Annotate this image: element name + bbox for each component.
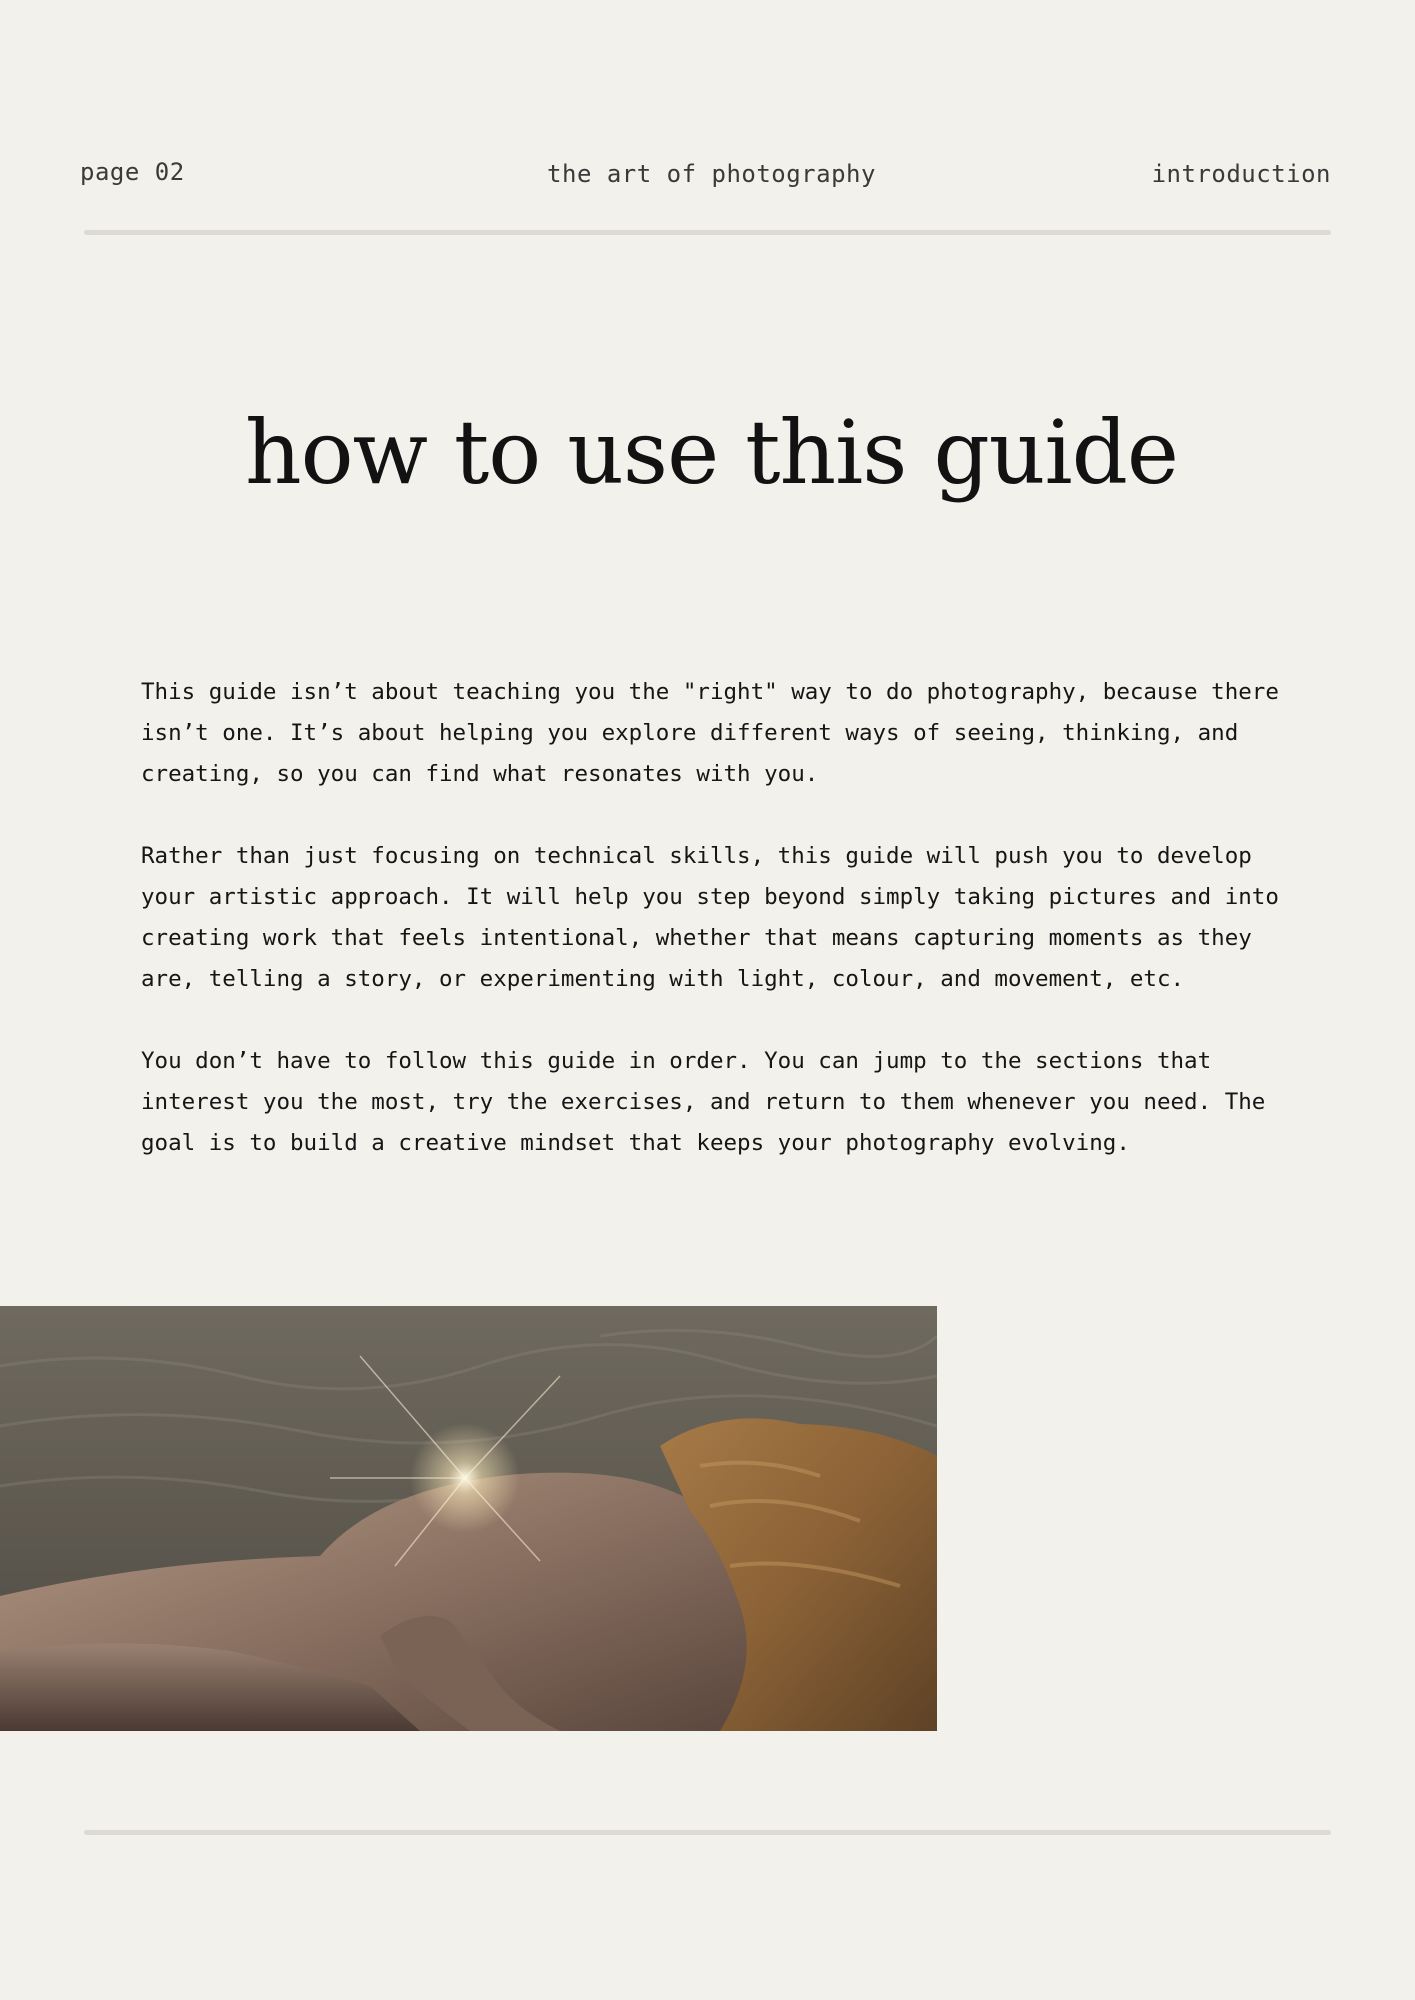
page-heading: how to use this guide — [244, 401, 1179, 504]
paragraph-order: You don’t have to follow this guide in order. You can jump to the sections that interest you the most, try the exercises, and return to them whenever you need. The goal is to build a creative mindset that keeps your photography evolving. — [141, 1048, 1266, 1156]
paragraph-intro: This guide isn’t about teaching you the "right" way to do photography, because there isn’t one. It’s about helping you explore different ways of seeing, thinking, and creating, so you can find what resonates with you. — [141, 679, 1279, 787]
paragraph-approach: Rather than just focusing on technical skills, this guide will push you to develop your artistic approach. It will help you step beyond simply taking pictures and into creating work that feels intentional, whether that means capturing moments as they are, telling a story, or experimenting with light, colour, and movement, etc. — [141, 843, 1279, 992]
bottom-divider — [84, 1830, 1331, 1835]
page-number: page 02 — [80, 158, 185, 186]
body-copy — [141, 672, 1301, 1205]
photo-figure — [0, 1306, 937, 1731]
section-label: introduction — [1151, 160, 1331, 188]
top-divider — [84, 230, 1331, 235]
photo-image — [0, 1306, 937, 1731]
document-title: the art of photography — [547, 160, 876, 188]
